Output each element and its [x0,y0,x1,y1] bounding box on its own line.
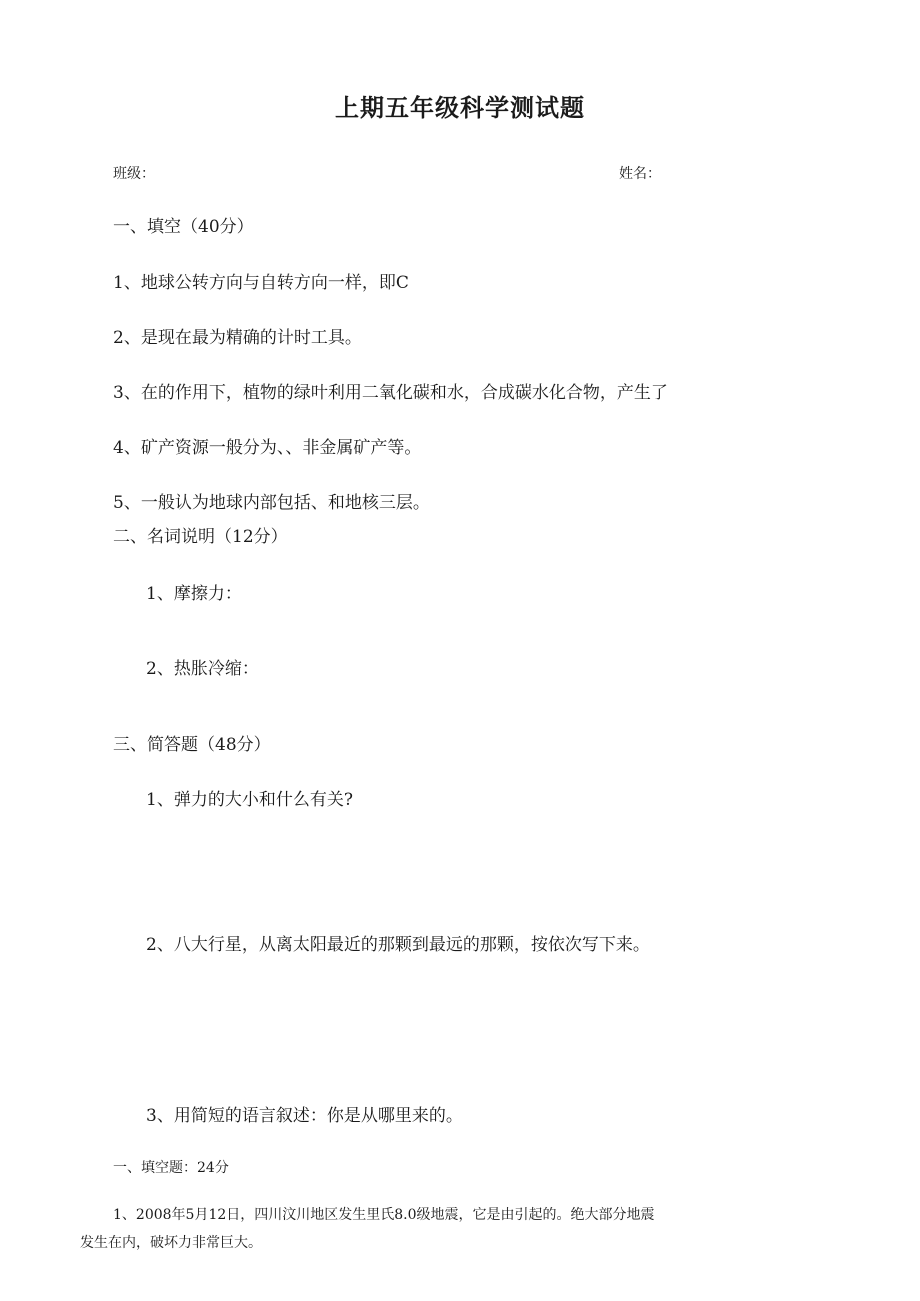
short-answer-question-3: 3、用简短的语言叙述：你是从哪里来的。 [146,1106,463,1126]
definition-question-2: 2、热胀冷缩： [146,659,259,679]
short-answer-question-2: 2、八大行星，从离太阳最近的那颗到最远的那颗，按依次写下来。 [146,935,650,955]
fill-blank-question-2: 2、是现在最为精确的计时工具。 [113,328,362,348]
section-fill-blank-2-heading: 一、填空题：24分 [113,1160,229,1176]
fill-blank-question-1: 1、地球公转方向与自转方向一样，即C [113,273,409,293]
name-label: 姓名： [619,166,661,182]
class-label: 班级： [113,166,155,182]
page-title: 上期五年级科学测试题 [335,93,585,122]
section-definitions-heading: 二、名词说明（12分） [113,527,288,547]
fill-blank-question-3: 3、在的作用下，植物的绿叶利用二氧化碳和水，合成碳水化合物，产生了 [113,383,668,403]
fill-blank-2-question-1-line-2: 发生在内，破坏力非常巨大。 [80,1235,262,1251]
short-answer-question-1: 1、弹力的大小和什么有关? [146,790,353,810]
section-fill-blank-heading: 一、填空（40分） [113,217,254,237]
fill-blank-question-5: 5、一般认为地球内部包括、和地核三层。 [113,493,430,513]
fill-blank-question-4: 4、矿产资源一般分为、、非金属矿产等。 [113,438,422,458]
definition-question-1: 1、摩擦力： [146,584,242,604]
section-short-answer-heading: 三、简答题（48分） [113,735,271,755]
fill-blank-2-question-1-line-1: 1、2008年5月12日，四川汶川地区发生里氏8.0级地震，它是由引起的。绝大部分地震 [113,1207,655,1223]
